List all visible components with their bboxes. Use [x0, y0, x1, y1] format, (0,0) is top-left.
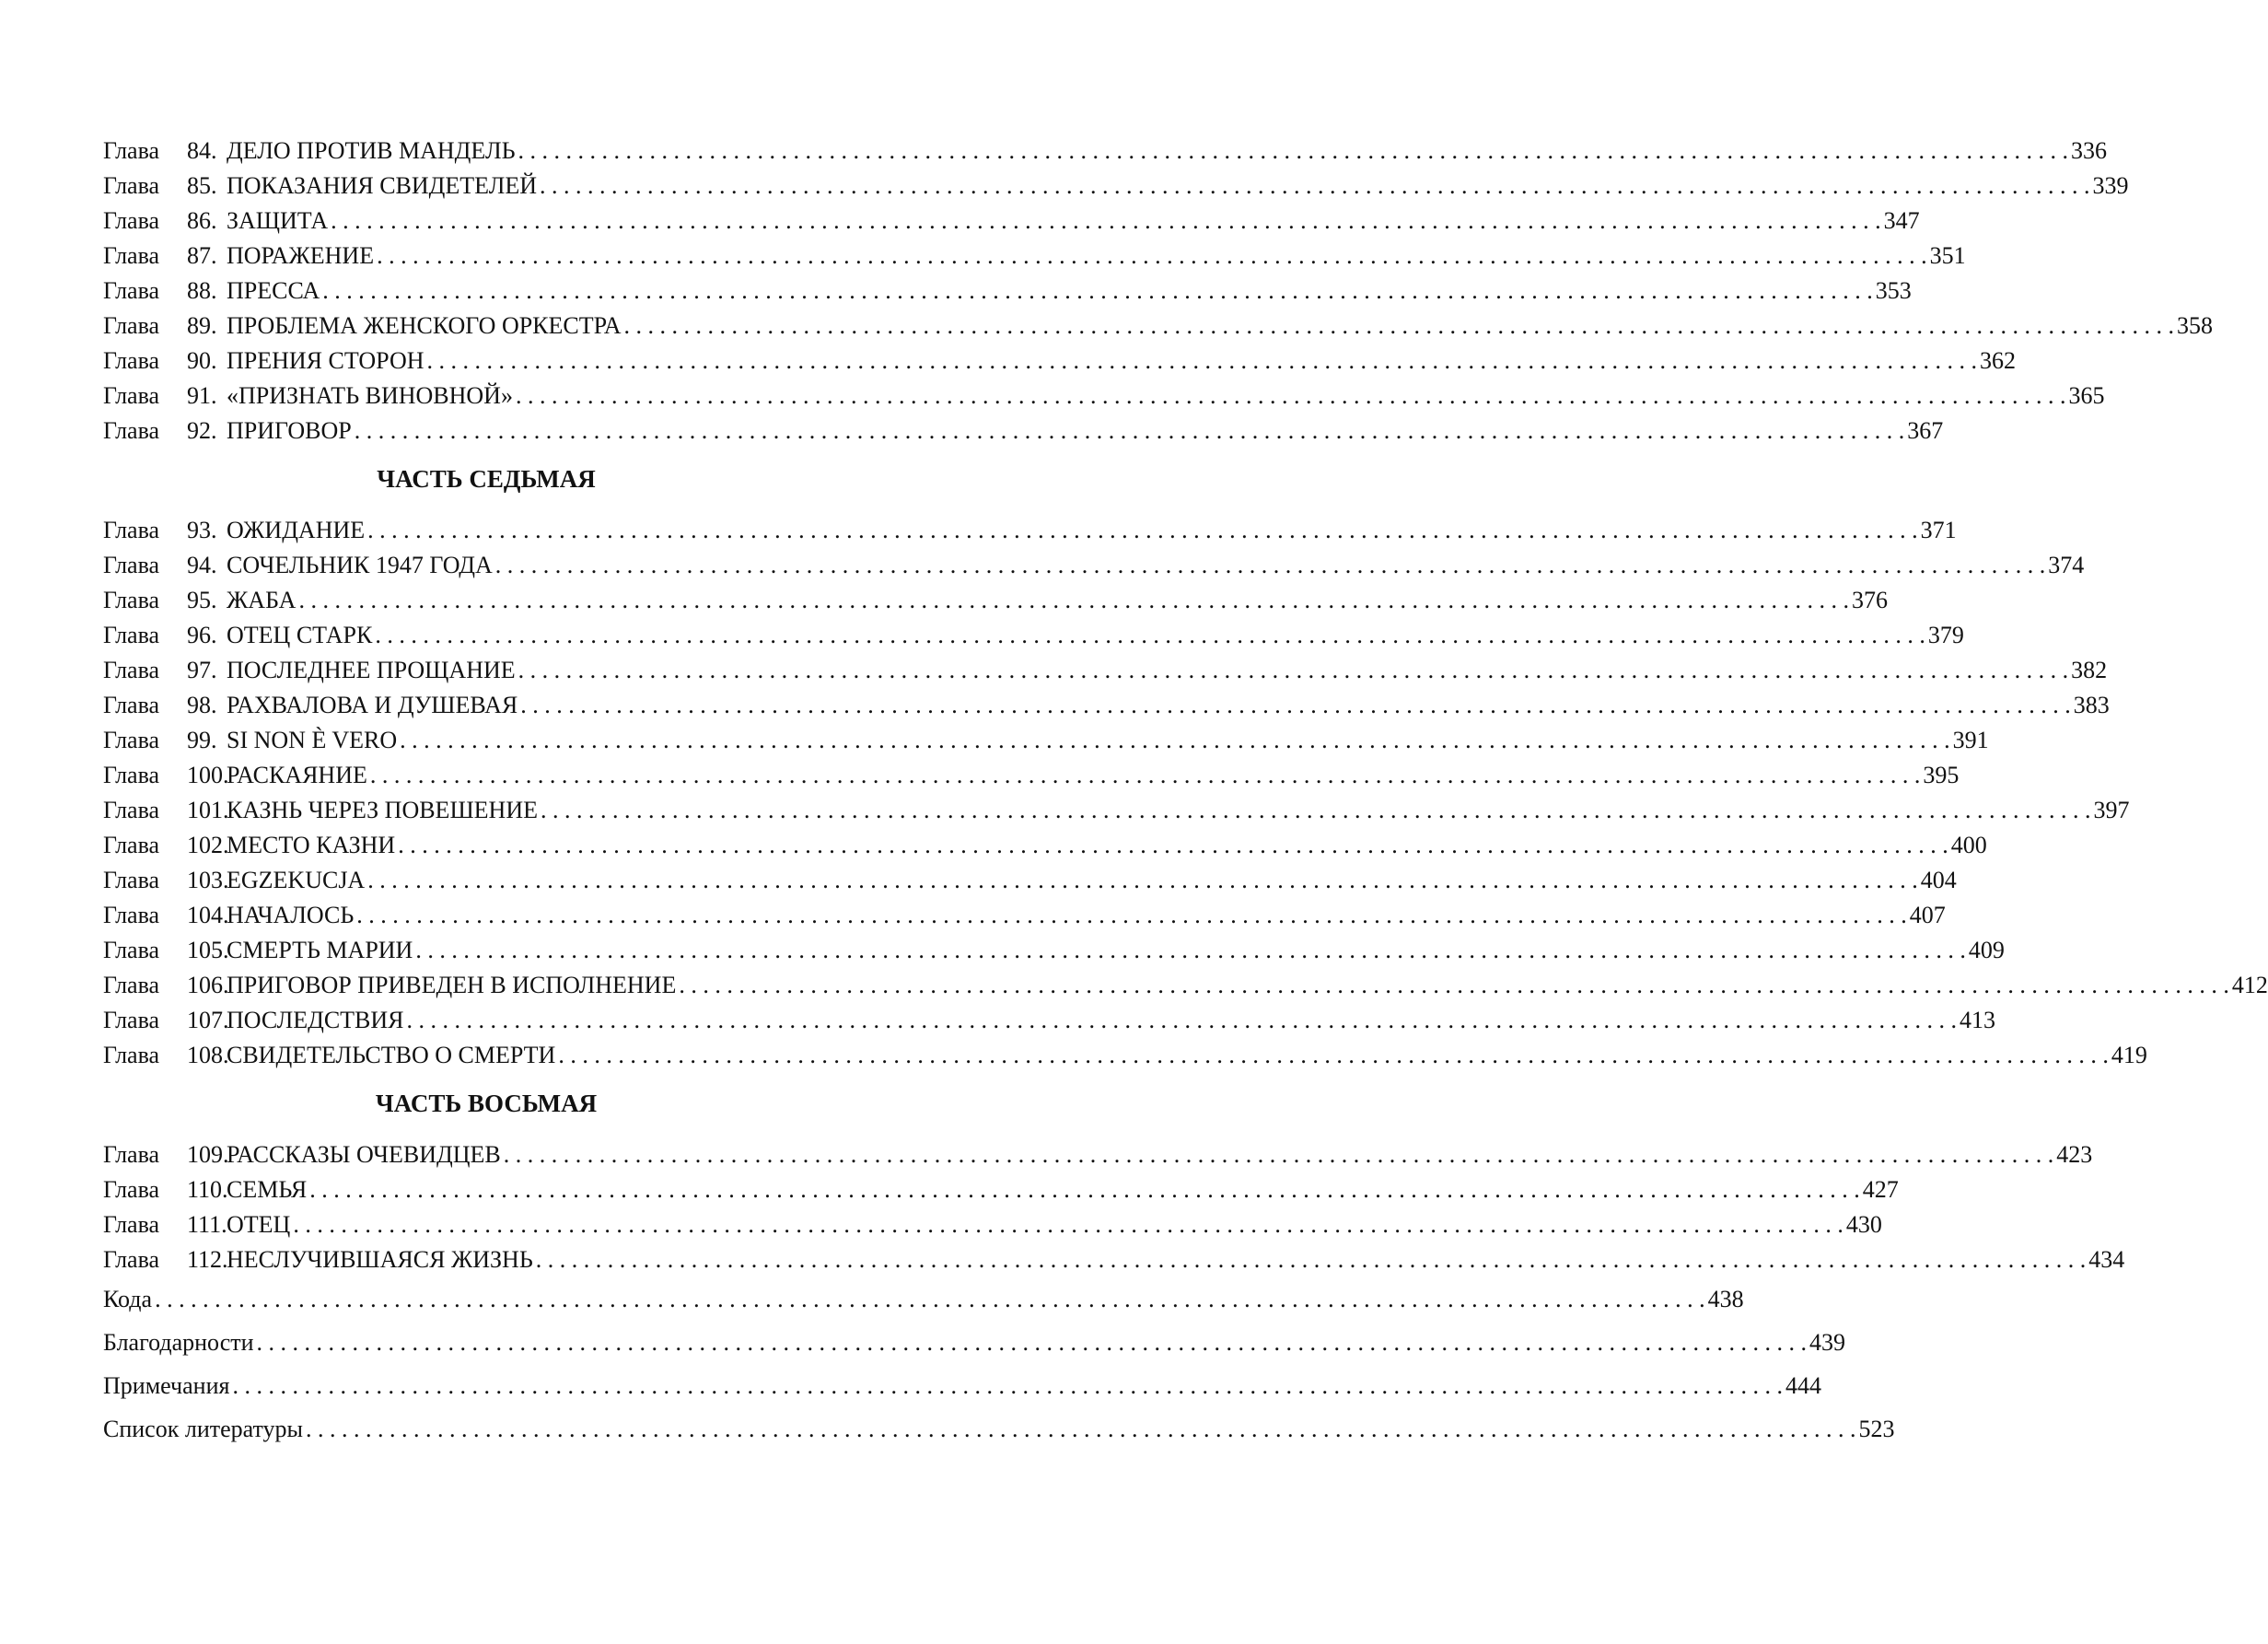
chapter-title: РАСКАЯНИЕ: [227, 762, 367, 788]
chapter-word: Глава: [103, 797, 160, 823]
page-number: 336: [2071, 137, 2108, 164]
chapter-title: «ПРИЗНАТЬ ВИНОВНОЙ»: [227, 382, 513, 409]
chapter-number: 95.: [187, 587, 217, 613]
page-number: 434: [2088, 1246, 2125, 1273]
dot-leader: [375, 618, 1925, 653]
dot-leader: [520, 688, 2071, 723]
chapter-title: НЕСЛУЧИВШАЯСЯ ЖИЗНЬ: [227, 1246, 533, 1273]
page-number: 523: [1858, 1416, 1895, 1442]
chapter-label: [103, 863, 227, 898]
chapter-title: СОЧЕЛЬНИК 1947 ГОДА: [227, 552, 493, 578]
page-number: 419: [2111, 1042, 2147, 1068]
dot-leader: [427, 344, 1978, 379]
chapter-word: Глава: [103, 587, 160, 613]
chapter-number: 104.: [187, 902, 229, 928]
dot-leader: [306, 1407, 1856, 1451]
chapter-number: 100.: [187, 762, 229, 788]
dot-leader: [293, 1207, 1843, 1242]
dot-leader: [679, 968, 2229, 1003]
chapter-number: 109.: [187, 1141, 229, 1168]
dot-leader: [504, 1137, 2054, 1172]
chapter-word: Глава: [103, 347, 160, 374]
chapter-label: [103, 583, 227, 618]
page-number: 365: [2068, 382, 2105, 409]
toc-entry: [103, 1207, 1882, 1242]
chapter-title: ПОСЛЕДСТВИЯ: [227, 1007, 404, 1033]
page-number: 409: [1968, 937, 2005, 963]
dot-leader: [541, 793, 2091, 828]
chapter-title: ПРЕССА: [227, 277, 320, 304]
page-number: 376: [1851, 587, 1888, 613]
part-heading: ЧАСТЬ СЕДЬМАЯ: [377, 465, 596, 493]
chapter-label: [103, 688, 227, 723]
dot-leader: [415, 933, 1966, 968]
chapter-word: Глава: [103, 622, 160, 648]
chapter-number: 99.: [187, 727, 217, 753]
page-number: 412: [2231, 972, 2268, 998]
chapter-label: [103, 309, 227, 344]
dot-leader: [377, 239, 1927, 274]
dot-leader: [495, 548, 2046, 583]
dot-leader: [367, 863, 1918, 898]
chapter-number: 98.: [187, 692, 217, 718]
chapter-label: [103, 414, 227, 449]
chapter-title: ДЕЛО ПРОТИВ МАНДЕЛЬ: [227, 137, 516, 164]
chapter-number: 92.: [187, 417, 217, 444]
chapter-title: ОТЕЦ: [227, 1211, 291, 1238]
backmatter-title: Примечания: [103, 1372, 230, 1399]
chapter-label: [103, 169, 227, 204]
chapter-label: [103, 204, 227, 239]
backmatter-entry: [103, 1407, 1895, 1451]
chapter-number: 105.: [187, 937, 229, 963]
dot-leader: [518, 134, 2069, 169]
chapter-word: Глава: [103, 1211, 160, 1238]
chapter-number: 89.: [187, 312, 217, 339]
chapter-title: ПРЕНИЯ СТОРОН: [227, 347, 425, 374]
dot-leader: [540, 169, 2090, 204]
chapter-number: 103.: [187, 867, 229, 893]
toc-entry: [103, 1003, 1995, 1038]
chapter-number: 86.: [187, 207, 217, 234]
chapter-number: 93.: [187, 517, 217, 543]
page-number: 353: [1875, 277, 1912, 304]
toc-entry: [103, 134, 2108, 169]
chapter-word: Глава: [103, 692, 160, 718]
backmatter-entry: [103, 1277, 1744, 1321]
chapter-label: [103, 933, 227, 968]
chapter-label: [103, 793, 227, 828]
chapter-number: 87.: [187, 242, 217, 269]
chapter-number: 112.: [187, 1246, 228, 1273]
chapter-title: РАССКАЗЫ ОЧЕВИДЦЕВ: [227, 1141, 501, 1168]
chapter-word: Глава: [103, 902, 160, 928]
toc-entry: [103, 653, 2108, 688]
chapter-word: Глава: [103, 832, 160, 858]
toc-entry: [103, 758, 1960, 793]
toc-entry: [103, 1242, 2125, 1277]
chapter-number: 97.: [187, 657, 217, 683]
toc-entry: [103, 309, 2214, 344]
page-number: 362: [1980, 347, 2016, 374]
chapter-title: ОТЕЦ СТАРК: [227, 622, 373, 648]
chapter-number: 85.: [187, 172, 217, 199]
chapter-word: Глава: [103, 1007, 160, 1033]
toc-entry: [103, 1038, 2147, 1073]
chapter-label: [103, 758, 227, 793]
chapter-label: [103, 1038, 227, 1073]
chapter-label: [103, 618, 227, 653]
dot-leader: [558, 1038, 2109, 1073]
backmatter-title: Благодарности: [103, 1329, 254, 1356]
chapter-label: [103, 1172, 227, 1207]
page-number: 407: [1909, 902, 1946, 928]
page-number: 439: [1809, 1329, 1846, 1356]
toc-entry: [103, 968, 2268, 1003]
backmatter-entry: [103, 1321, 1846, 1364]
toc-entry: [103, 379, 2105, 414]
chapter-word: Глава: [103, 207, 160, 234]
chapter-word: Глава: [103, 1246, 160, 1273]
chapter-title: ПРИГОВОР: [227, 417, 352, 444]
chapter-word: Глава: [103, 312, 160, 339]
page-number: 371: [1920, 517, 1957, 543]
page-number: 395: [1923, 762, 1960, 788]
chapter-title: ПОКАЗАНИЯ СВИДЕТЕЛЕЙ: [227, 172, 538, 199]
toc-entry: [103, 239, 1966, 274]
dot-leader: [322, 274, 1873, 309]
chapter-title: ПОРАЖЕНИЕ: [227, 242, 375, 269]
chapter-word: Глава: [103, 657, 160, 683]
toc-entry: [103, 793, 2130, 828]
backmatter-title: Список литературы: [103, 1416, 303, 1442]
dot-leader: [355, 414, 1905, 449]
page-number: 438: [1707, 1286, 1744, 1312]
page-number: 444: [1785, 1372, 1821, 1399]
page-number: 404: [1920, 867, 1957, 893]
toc-entry: [103, 344, 2016, 379]
page-number: 400: [1950, 832, 1987, 858]
chapter-word: Глава: [103, 1176, 160, 1203]
backmatter-title: Кода: [103, 1286, 153, 1312]
page-number: 347: [1883, 207, 1920, 234]
dot-leader: [400, 723, 1950, 758]
chapter-word: Глава: [103, 937, 160, 963]
page-number: 382: [2071, 657, 2108, 683]
chapter-number: 84.: [187, 137, 217, 164]
chapter-word: Глава: [103, 517, 160, 543]
dot-leader: [309, 1172, 1860, 1207]
toc-entry: [103, 898, 1946, 933]
page-number: 423: [2056, 1141, 2093, 1168]
page-number: 427: [1862, 1176, 1899, 1203]
dot-leader: [536, 1242, 2087, 1277]
page-number: 413: [1960, 1007, 1995, 1033]
table-of-contents: [103, 134, 2268, 1451]
dot-leader: [257, 1321, 1808, 1364]
dot-leader: [518, 653, 2069, 688]
dot-leader: [232, 1364, 1783, 1407]
toc-entry: [103, 1137, 2093, 1172]
chapter-label: [103, 379, 227, 414]
chapter-label: [103, 548, 227, 583]
chapter-number: 94.: [187, 552, 217, 578]
dot-leader: [398, 828, 1948, 863]
toc-entry: [103, 618, 1964, 653]
chapter-number: 102.: [187, 832, 229, 858]
page-number: 374: [2048, 552, 2085, 578]
chapter-title: SI NON È VERO: [227, 727, 398, 753]
toc-entry: [103, 513, 1957, 548]
toc-entry: [103, 169, 2129, 204]
toc-entry: [103, 274, 1912, 309]
chapter-word: Глава: [103, 867, 160, 893]
dot-leader: [155, 1277, 1705, 1321]
page-number: 430: [1845, 1211, 1882, 1238]
chapter-label: [103, 274, 227, 309]
chapter-word: Глава: [103, 277, 160, 304]
chapter-title: РАХВАЛОВА И ДУШЕВАЯ: [227, 692, 518, 718]
chapter-label: [103, 723, 227, 758]
dot-leader: [356, 898, 1907, 933]
chapter-word: Глава: [103, 727, 160, 753]
chapter-label: [103, 653, 227, 688]
toc-entry: [103, 863, 1957, 898]
page-number: 358: [2177, 312, 2214, 339]
page-number: 383: [2073, 692, 2110, 718]
toc-entry: [103, 688, 2110, 723]
chapter-title: ПРИГОВОР ПРИВЕДЕН В ИСПОЛНЕНИЕ: [227, 972, 677, 998]
chapter-word: Глава: [103, 762, 160, 788]
chapter-title: EGZEKUCJA: [227, 867, 366, 893]
page-number: 367: [1907, 417, 1944, 444]
page-number: 391: [1952, 727, 1989, 753]
chapter-word: Глава: [103, 137, 160, 164]
chapter-title: СМЕРТЬ МАРИИ: [227, 937, 413, 963]
chapter-label: [103, 898, 227, 933]
backmatter-list: [103, 1277, 1895, 1451]
toc-entry: [103, 723, 1989, 758]
toc-entry: [103, 828, 1987, 863]
chapter-word: Глава: [103, 242, 160, 269]
chapter-title: СЕМЬЯ: [227, 1176, 308, 1203]
dot-leader: [331, 204, 1881, 239]
chapter-label: [103, 968, 227, 1003]
chapter-number: 106.: [187, 972, 229, 998]
chapter-label: [103, 1242, 227, 1277]
chapter-title: СВИДЕТЕЛЬСТВО О СМЕРТИ: [227, 1042, 556, 1068]
chapter-title: ЖАБА: [227, 587, 297, 613]
chapter-word: Глава: [103, 382, 160, 409]
chapter-label: [103, 1207, 227, 1242]
chapter-title: ЗАЩИТА: [227, 207, 329, 234]
dot-leader: [298, 583, 1849, 618]
toc-entry: [103, 1172, 1899, 1207]
page-number: 339: [2092, 172, 2129, 199]
part-heading: ЧАСТЬ ВОСЬМАЯ: [375, 1090, 598, 1117]
chapter-label: [103, 513, 227, 548]
toc-entry: [103, 583, 1888, 618]
toc-entry: [103, 933, 2005, 968]
page-number: 397: [2093, 797, 2130, 823]
chapter-number: 111.: [187, 1211, 227, 1238]
chapter-title: МЕСТО КАЗНИ: [227, 832, 396, 858]
chapter-number: 101.: [187, 797, 229, 823]
chapter-word: Глава: [103, 172, 160, 199]
page-number: 351: [1929, 242, 1966, 269]
chapter-word: Глава: [103, 1141, 160, 1168]
chapter-title: ПРОБЛЕМА ЖЕНСКОГО ОРКЕСТРА: [227, 312, 622, 339]
chapter-word: Глава: [103, 972, 160, 998]
chapter-word: Глава: [103, 1042, 160, 1068]
chapter-label: [103, 1003, 227, 1038]
chapter-title: ОЖИДАНИЕ: [227, 517, 366, 543]
dot-leader: [370, 758, 1921, 793]
dot-leader: [367, 513, 1918, 548]
chapter-word: Глава: [103, 417, 160, 444]
page-number: 379: [1927, 622, 1964, 648]
chapter-number: 110.: [187, 1176, 228, 1203]
chapter-word: Глава: [103, 552, 160, 578]
toc-entry: [103, 414, 1944, 449]
chapter-label: [103, 134, 227, 169]
chapter-number: 108.: [187, 1042, 229, 1068]
chapter-title: ПОСЛЕДНЕЕ ПРОЩАНИЕ: [227, 657, 516, 683]
chapter-title: КАЗНЬ ЧЕРЕЗ ПОВЕШЕНИЕ: [227, 797, 538, 823]
dot-leader: [516, 379, 2066, 414]
chapter-label: [103, 239, 227, 274]
chapter-label: [103, 344, 227, 379]
toc-entry: [103, 204, 1920, 239]
chapter-label: [103, 1137, 227, 1172]
chapter-number: 96.: [187, 622, 217, 648]
dot-leader: [407, 1003, 1958, 1038]
chapter-number: 90.: [187, 347, 217, 374]
chapter-number: 91.: [187, 382, 217, 409]
toc-entry: [103, 548, 2085, 583]
backmatter-entry: [103, 1364, 1821, 1407]
chapter-title: НАЧАЛОСЬ: [227, 902, 355, 928]
chapter-number: 88.: [187, 277, 217, 304]
chapter-number: 107.: [187, 1007, 229, 1033]
dot-leader: [624, 309, 2175, 344]
chapter-label: [103, 828, 227, 863]
